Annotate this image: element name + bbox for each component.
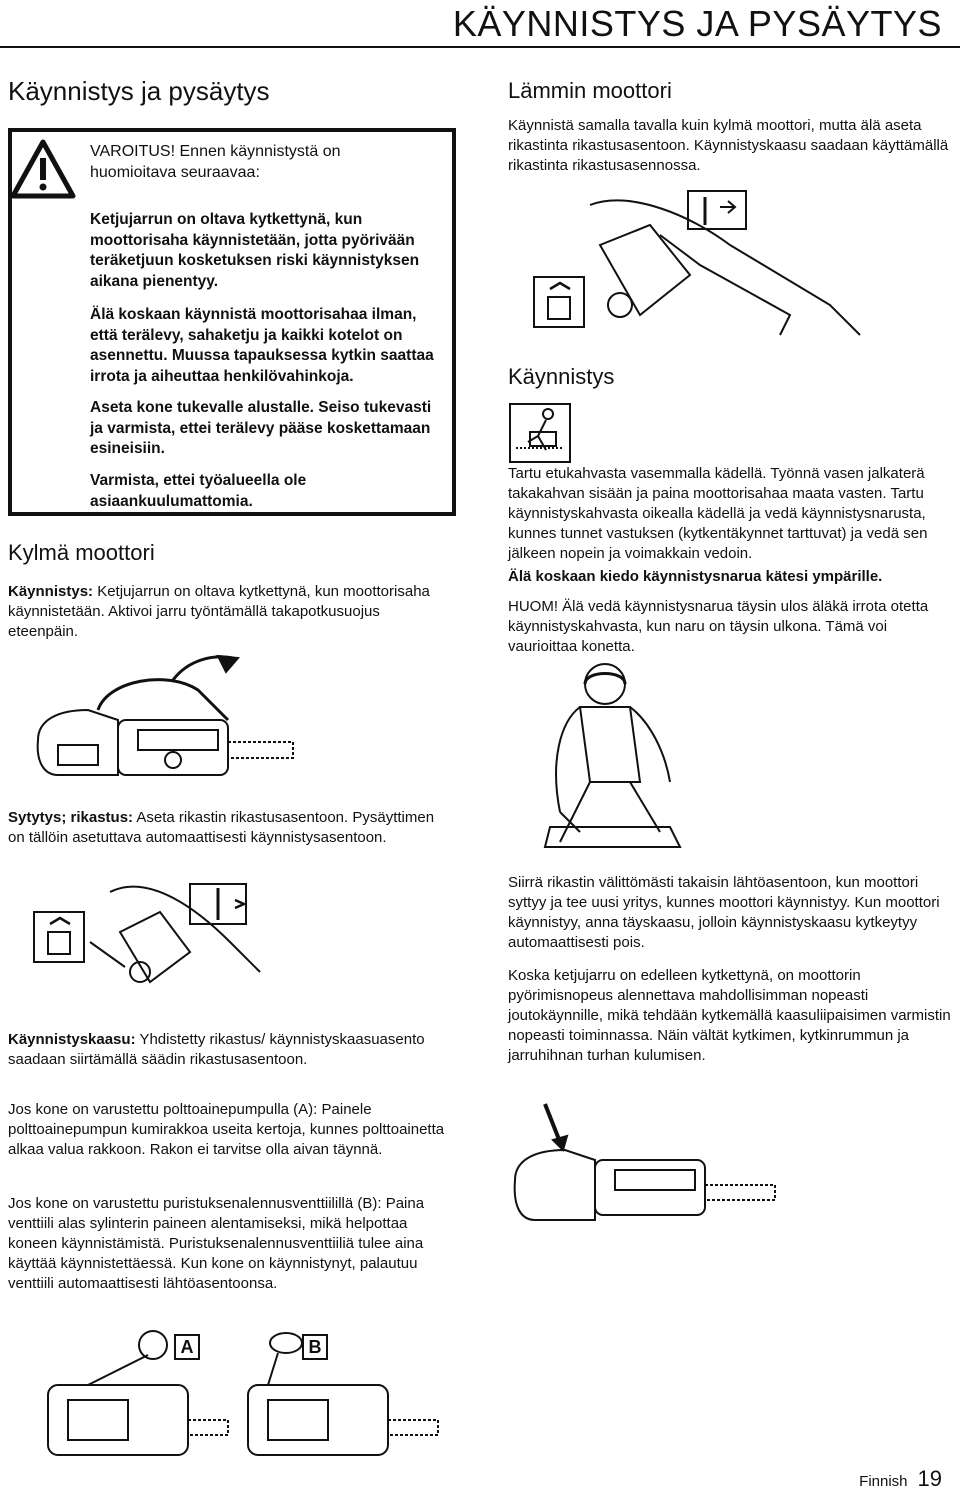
person-starting-chainsaw-illustration (520, 662, 740, 862)
throttle-trigger-illustration (505, 1100, 785, 1230)
footer-language: Finnish (859, 1473, 908, 1490)
cold-engine-title: Kylmä moottori (8, 540, 155, 565)
brake-text: Koska ketjujarru on edelleen kytkettynä, on moottorin pyörimisnopeus alennettava mahdollisimman nopeasti joutokäynnille, mikä tehdään kytkemällä kaasuliipaisimen varmistin nopeasti toiminnassa. Näin vältät kytkimen, kytkinrummun ja jarruhihnan turhan kulumisen. (508, 967, 951, 1064)
label-a: A (174, 1334, 200, 1360)
warning-item-3: Aseta kone tukevalle alustalle. Seiso tukevasti ja varmista, ettei terälevy pääse koskettamaan esineisiin. (90, 399, 432, 457)
start-warning: Älä koskaan kiedo käynnistysnarua kätesi ympärille. (508, 568, 883, 585)
page-number: 19 (917, 1466, 942, 1491)
cold-engine-label: Käynnistys: (8, 583, 94, 600)
warning-item-4: Varmista, ettei työalueella ole asiaankuulumattomia. (90, 472, 307, 510)
header-rule (0, 46, 960, 48)
ignition-label: Sytytys; rikastus: (8, 809, 134, 826)
ignition-body: Aseta rikastin rikastusasentoon. Pysäyttimen on tällöin asetuttava automaattisesti käynnistysasentoon. (8, 809, 435, 846)
cold-engine-body: Ketjujarrun on oltava kytkettynä, kun moottorisaha käynnistetään. Aktivoi jarru työntämällä takapotkusuojus eteenpäin. (8, 583, 430, 640)
page-title: KÄYNNISTYS JA PYSÄYTYS (452, 3, 942, 44)
warning-intro: VAROITUS! Ennen käynnistystä on huomioitava seuraavaa: (90, 143, 341, 181)
throttle-body: Yhdistetty rikastus/ käynnistyskaasuasento saadaan siirtämällä säädin rikastusasentoon. (8, 1031, 425, 1068)
throttle-text (8, 1030, 448, 1070)
warning-triangle-icon (10, 138, 76, 200)
decompression-valve-text: Jos kone on varustettu puristuksenalennusventtiilillä (B): Paina venttiili alas sylinterin paineen alentamiseksi, mikä helpottaa koneen käynnistämistä. Puristuksenalennusventtiiliä tulee aina käyttää käynnistettäessä. Kun kone on käynnistynyt, palautuu venttiili automaattisesti lähtöasentoonsa. (8, 1195, 425, 1292)
start-title: Käynnistys (508, 364, 615, 389)
section-title: Käynnistys ja pysäytys (8, 76, 270, 106)
ignition-text (8, 808, 448, 848)
warm-choke-illustration (530, 185, 950, 355)
pump-valve-illustration (28, 1325, 448, 1465)
label-b: B (302, 1334, 328, 1360)
throttle-label: Käynnistyskaasu: (8, 1031, 136, 1048)
cold-engine-text (8, 582, 448, 642)
warning-item-1: Ketjujarrun on oltava kytkettynä, kun moottorisaha käynnistetään, jotta pyörivään teräketjuun kosketuksen riski käynnistyksen aikana pienentyy. (90, 211, 420, 290)
choke-illustration (30, 872, 290, 1002)
starting-pictogram-icon (508, 402, 572, 464)
fuel-pump-text: Jos kone on varustettu polttoainepumpulla (A): Painele polttoainepumpun kumirakkoa useita kertoja, kunnes polttoainetta alkaa valua rakkoon. Rakon ei tarvitse olla aivan täynnä. (8, 1101, 445, 1158)
start-text: Tartu etukahvasta vasemmalla kädellä. Työnnä vasen jalkaterä takakahvan sisään ja paina moottorisahaa maata vasten. Tartu käynnistyskahvasta oikealla kädellä ja vedä käynnistysnarusta, kunnes tunnet vastuksen (kytkentäkynnet tarttuvat) ja vedä sen jälkeen nopein ja voimakkain vedoin. (508, 465, 928, 562)
warm-engine-text: Käynnistä samalla tavalla kuin kylmä moottori, mutta älä aseta rikastinta rikastusasentoon. Käynnistyskaasu saadaan käyttämällä rikastinta rikastusasennossa. (508, 117, 949, 174)
page-footer (859, 1466, 942, 1492)
warm-engine-title: Lämmin moottori (508, 78, 672, 103)
warning-item-2: Älä koskaan käynnistä moottorisahaa ilman, että terälevy, sahaketju ja kaikki kotelot on asennettu. Muussa tapauksessa kytkin saattaa irrota ja aiheuttaa henkilövahinkoja. (90, 306, 434, 385)
chainsaw-brake-illustration (28, 650, 298, 790)
note-text: HUOM! Älä vedä käynnistysnarua täysin ulos äläkä irrota otetta käynnistyskahvasta, kun naru on täysin ulkona. Tämä voi vaurioittaa konetta. (508, 598, 929, 655)
after-start-text: Siirrä rikastin välittömästi takaisin lähtöasentoon, kun moottori syttyy ja tee uusi yritys, kunnes moottori käynnistyy. Kun moottori käynnistyy, anna täyskaasu, jolloin käynnistyskaasu kytkeytyy automaattisesti pois. (508, 874, 940, 951)
